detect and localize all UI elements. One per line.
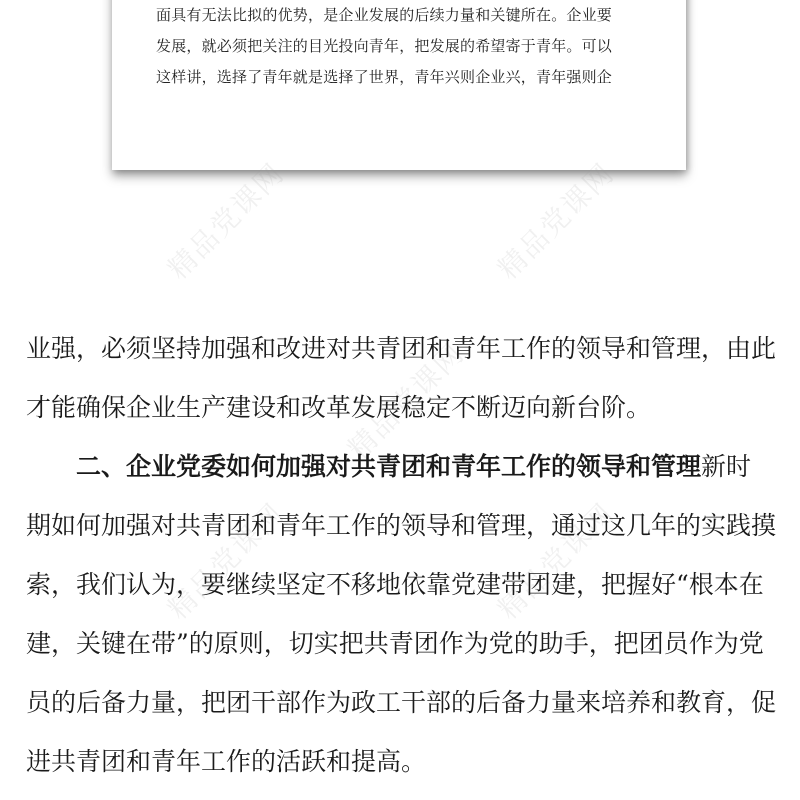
section-heading-tail: 新时 bbox=[701, 452, 752, 481]
preview-line: 这样讲，选择了青年就是选择了世界，青年兴则企业兴，青年强则企 bbox=[156, 68, 613, 86]
body-line: 进共青团和青年工作的活跃和提高。 bbox=[26, 747, 427, 776]
watermark-text: 精品党课网 bbox=[491, 156, 621, 286]
body-line: 才能确保企业生产建设和改革发展稳定不断迈向新台阶。 bbox=[26, 393, 652, 422]
watermark-text: 精品党课网 bbox=[161, 156, 291, 286]
body-line: 业强，必须坚持加强和改进对共青团和青年工作的领导和管理，由此 bbox=[26, 334, 777, 363]
body-line: 建，关键在带”的原则，切实把共青团作为党的助手，把团员作为党 bbox=[26, 629, 764, 658]
watermark-text: 精品党课网 bbox=[341, 336, 471, 466]
document-preview-card bbox=[112, 0, 686, 170]
body-line: 索，我们认为，要继续坚定不移地依靠党建带团建，把握好“根本在 bbox=[26, 570, 764, 599]
preview-line: 面具有无法比拟的优势，是企业发展的后续力量和关键所在。企业要 bbox=[156, 6, 613, 24]
preview-line: 发展，就必须把关注的目光投向青年，把发展的希望寄于青年。可以 bbox=[156, 37, 613, 55]
section-heading-line bbox=[76, 452, 800, 482]
section-heading: 二、企业党委如何加强对共青团和青年工作的领导和管理 bbox=[76, 452, 702, 481]
body-line: 期如何加强对共青团和青年工作的领导和管理，通过这几年的实践摸 bbox=[26, 511, 777, 540]
watermark-text: 精品党课网 bbox=[161, 496, 291, 626]
body-line: 员的后备力量，把团干部作为政工干部的后备力量来培养和教育，促 bbox=[26, 688, 777, 717]
watermark-text: 精品党课网 bbox=[491, 496, 621, 626]
